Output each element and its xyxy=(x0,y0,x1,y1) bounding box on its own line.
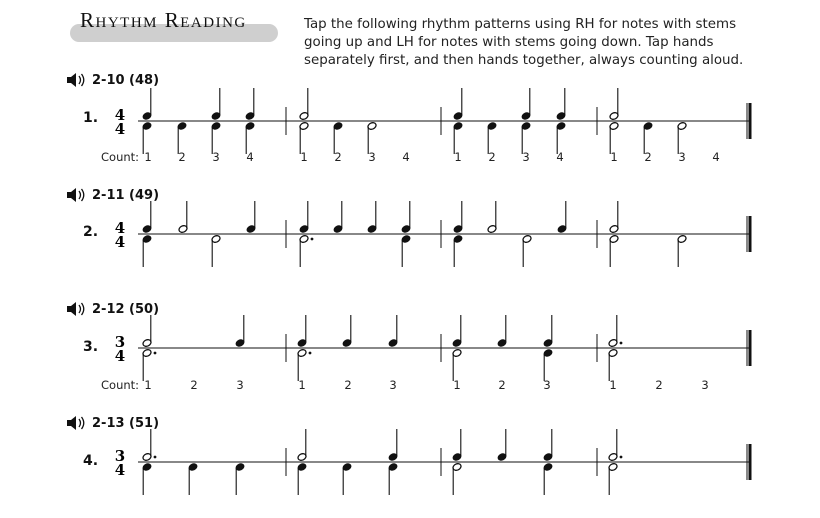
count-number: 3 xyxy=(678,150,686,164)
augmentation-dot xyxy=(309,352,312,355)
count-number: 2 xyxy=(655,378,663,392)
time-signature-bottom: 4 xyxy=(114,461,126,479)
count-number: 1 xyxy=(453,378,461,392)
count-number: 2 xyxy=(334,150,342,164)
count-number: 3 xyxy=(522,150,530,164)
count-number: 1 xyxy=(298,378,306,392)
count-number: 2 xyxy=(644,150,652,164)
track-number: 2-12 (50) xyxy=(92,301,160,317)
count-number: 3 xyxy=(389,378,397,392)
count-number: 1 xyxy=(454,150,462,164)
count-number: 3 xyxy=(236,378,244,392)
count-number: 1 xyxy=(300,150,308,164)
exercise-number: 2. xyxy=(83,224,99,240)
time-signature-top: 3 xyxy=(114,447,126,465)
time-signature-bottom: 4 xyxy=(114,347,126,365)
count-number: 4 xyxy=(402,150,410,164)
instruction-line: Tap the following rhythm patterns using RH for notes with stems xyxy=(304,17,737,32)
count-number: 4 xyxy=(556,150,564,164)
count-number: 4 xyxy=(246,150,254,164)
count-number: 1 xyxy=(610,150,618,164)
count-number: 1 xyxy=(144,150,152,164)
count-label: Count: xyxy=(101,378,140,392)
count-number: 2 xyxy=(344,378,352,392)
exercise-number: 1. xyxy=(83,110,99,126)
time-signature-bottom: 4 xyxy=(114,120,126,138)
count-number: 3 xyxy=(543,378,551,392)
track-number: 2-13 (51) xyxy=(92,415,160,431)
count-number: 1 xyxy=(144,378,152,392)
count-number: 4 xyxy=(712,150,720,164)
time-signature-top: 4 xyxy=(114,106,126,124)
count-number: 2 xyxy=(488,150,496,164)
time-signature-bottom: 4 xyxy=(114,233,126,251)
count-number: 3 xyxy=(701,378,709,392)
exercise-number: 4. xyxy=(83,453,99,469)
instruction-line: going up and LH for notes with stems going down. Tap hands xyxy=(304,35,714,50)
count-number: 2 xyxy=(190,378,198,392)
exercise-number: 3. xyxy=(83,339,99,355)
augmentation-dot xyxy=(620,342,623,345)
time-signature-top: 3 xyxy=(114,333,126,351)
count-number: 2 xyxy=(178,150,186,164)
augmentation-dot xyxy=(154,456,157,459)
track-number: 2-10 (48) xyxy=(92,72,160,88)
augmentation-dot xyxy=(620,456,623,459)
count-label: Count: xyxy=(101,150,140,164)
instruction-line: separately first, and then hands together, always counting aloud. xyxy=(304,53,744,68)
count-number: 2 xyxy=(498,378,506,392)
count-number: 1 xyxy=(609,378,617,392)
augmentation-dot xyxy=(311,238,314,241)
page-title: Rhythm Reading xyxy=(80,8,247,32)
count-number: 3 xyxy=(368,150,376,164)
time-signature-top: 4 xyxy=(114,219,126,237)
augmentation-dot xyxy=(154,352,157,355)
count-number: 3 xyxy=(212,150,220,164)
track-number: 2-11 (49) xyxy=(92,187,160,203)
